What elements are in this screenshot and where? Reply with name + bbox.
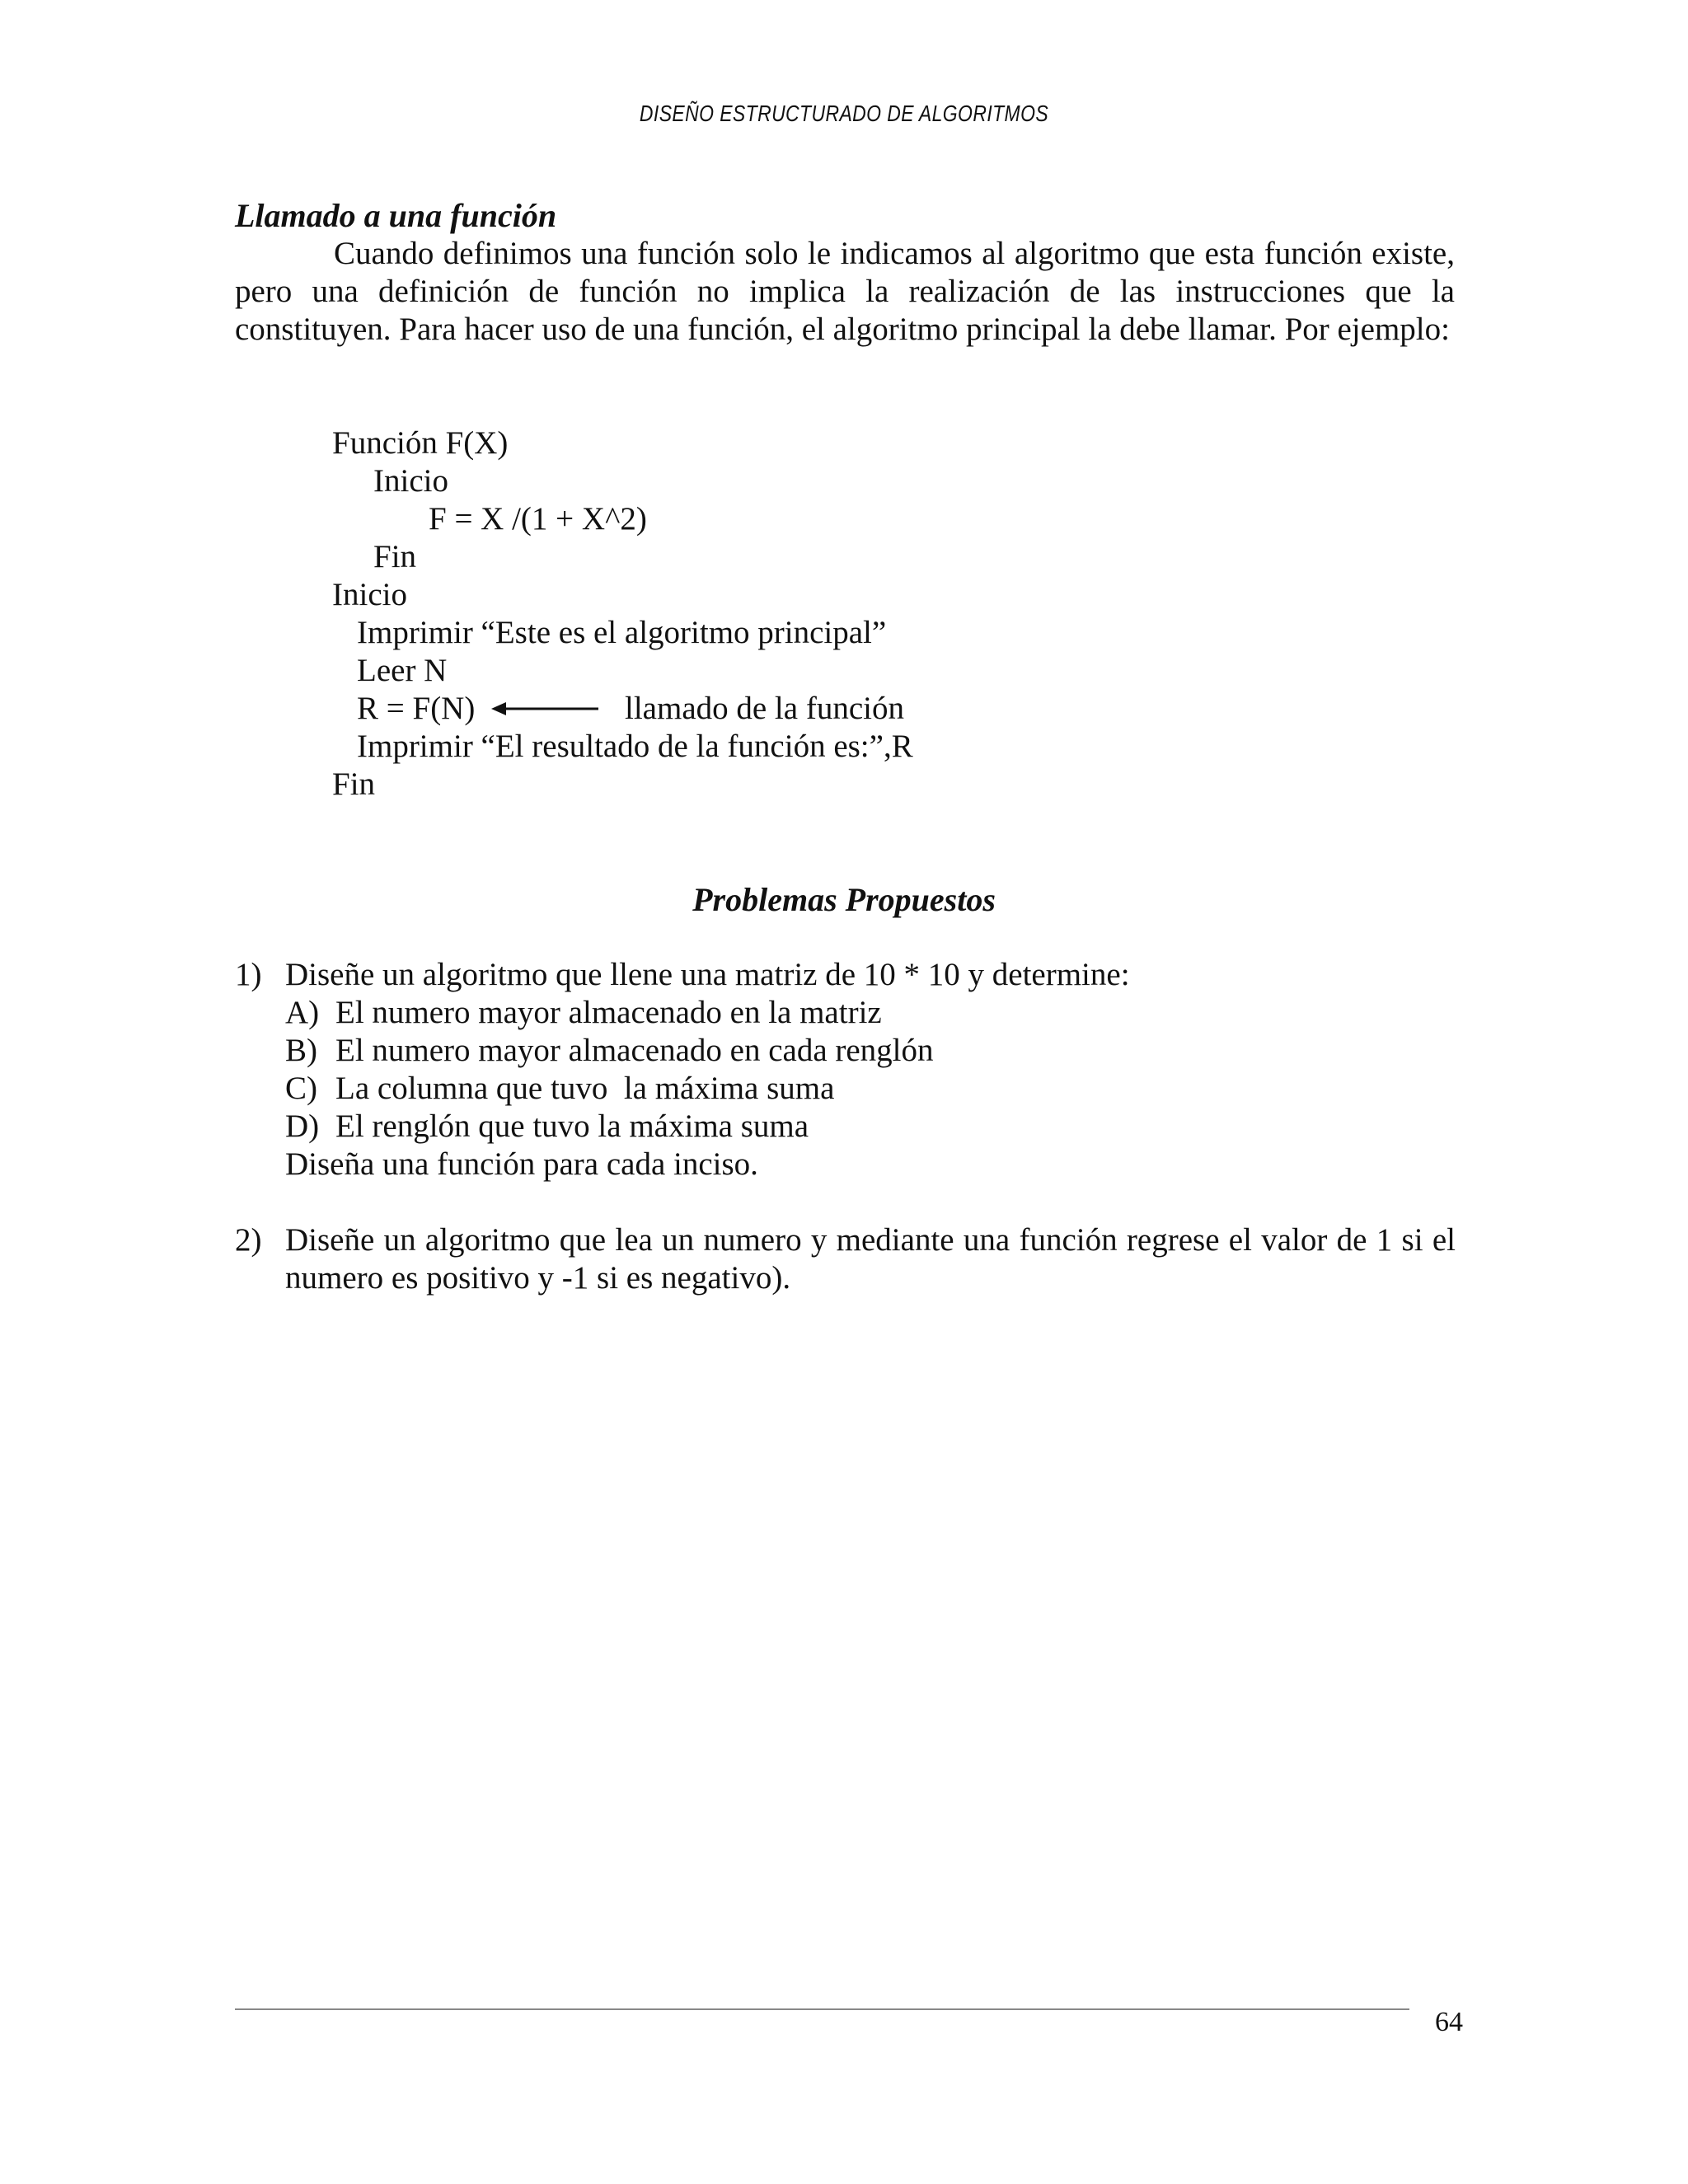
section-heading: Llamado a una función [235,197,557,234]
call-annotation: llamado de la función [625,691,904,726]
problem-closing: Diseña una función para cada inciso. [285,1146,758,1182]
sub-item-text: El numero mayor almacenado en la matriz [335,995,882,1030]
sub-item-letter: D) [285,1108,320,1144]
sub-item-letter: A) [285,995,320,1030]
problem-text: Diseñe un algoritmo que llene una matriz de 10 * 10 y determine: [285,957,1130,992]
sub-item-letter: B) [285,1033,317,1068]
code-line: Inicio [332,577,407,612]
code-line: Función F(X) [332,425,509,461]
code-line: Leer N [357,653,448,688]
code-line: Imprimir “Este es el algoritmo principal” [357,615,887,650]
footer-rule [235,2008,1409,2010]
page-number: 64 [1435,2007,1463,2037]
problem-number: 1) [235,957,262,992]
running-header: DISEÑO ESTRUCTURADO DE ALGORITMOS [639,101,1049,126]
sub-item-text: El renglón que tuvo la máxima suma [335,1108,809,1144]
code-line: Imprimir “El resultado de la función es:”,R [357,729,913,764]
code-line: R = F(N) [357,691,476,726]
intro-paragraph: Cuando definimos una función solo le indicamos al algoritmo que esta función existe, pero una definición de función no implica la realización de las instrucciones que la constituyen. Para hacer uso de una función, el algoritmo principal la debe llamar. Por ejemplo: [235,236,1455,347]
sub-item-text: El numero mayor almacenado en cada renglón [335,1033,934,1068]
code-line: Fin [332,766,376,802]
problem-number: 2) [235,1222,262,1258]
code-line: Inicio [373,463,448,499]
code-line: Fin [373,539,417,574]
problems-heading: Problemas Propuestos [692,881,996,918]
sub-item-letter: C) [285,1071,317,1106]
code-line: F = X /(1 + X^2) [429,501,647,537]
problem-text: Diseñe un algoritmo que lea un numero y mediante una función regrese el valor de 1 si el numero es positivo y -1 si es negativo). [285,1222,1456,1296]
sub-item-text: La columna que tuvo la máxima suma [335,1071,835,1106]
arrow-left-icon [491,699,600,719]
